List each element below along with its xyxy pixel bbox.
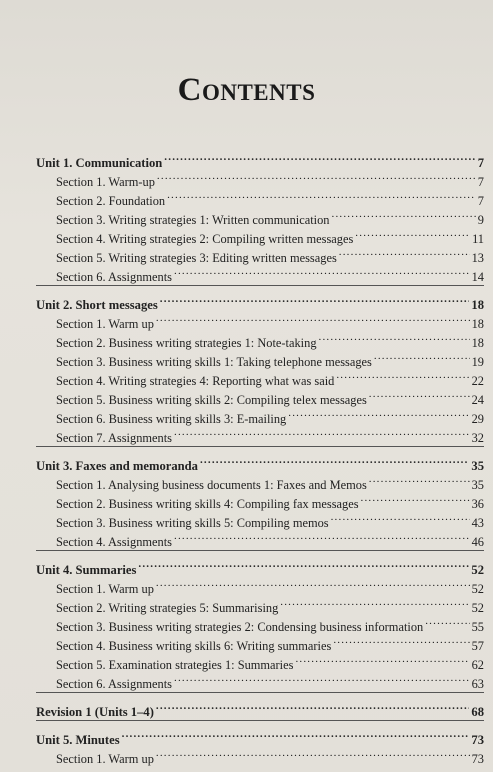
- page-number: 7: [477, 194, 484, 208]
- page-number: 18: [471, 336, 484, 350]
- page-title: Contents: [177, 72, 316, 108]
- section-title: Section 6. Assignments: [56, 270, 172, 284]
- page-number: 73: [471, 752, 484, 766]
- page-number: 52: [471, 582, 484, 596]
- section-title: Section 3. Business writing skills 1: Taking telephone messages: [56, 355, 372, 369]
- section-title: Section 4. Business writing skills 6: Writing summaries: [56, 639, 332, 653]
- section-title: Section 5. Examination strategies 1: Summaries: [56, 658, 294, 672]
- dot-leader: [332, 205, 476, 224]
- section-title: Section 2. Writing strategies 5: Summarising: [56, 601, 279, 615]
- section-title: Section 5. Business writing skills 2: Compiling telex messages: [56, 393, 367, 407]
- page-number: 18: [471, 298, 484, 312]
- page-number: 73: [471, 733, 484, 747]
- section-title: Section 2. Foundation: [56, 194, 166, 208]
- page-number: 29: [471, 412, 484, 426]
- unit-5-block: [36, 725, 484, 767]
- dot-leader: [174, 423, 470, 442]
- section-title: Section 1. Warm up: [56, 317, 154, 331]
- page-number: 68: [471, 705, 484, 719]
- dot-leader: [122, 725, 470, 744]
- dot-leader: [295, 650, 469, 669]
- unit-title: Unit 4. Summaries: [36, 563, 137, 577]
- toc-unit-row[interactable]: [36, 725, 484, 747]
- page-number: 52: [471, 563, 484, 577]
- section-title: Section 2. Business writing skills 4: Compiling fax messages: [56, 497, 359, 511]
- section-title: Section 1. Warm-up: [56, 175, 155, 189]
- dot-leader: [160, 290, 470, 309]
- unit-4-block: [36, 555, 484, 693]
- revision-title: Revision 1 (Units 1–4): [36, 705, 154, 719]
- section-title: Section 4. Assignments: [56, 535, 172, 549]
- dot-leader: [157, 167, 476, 186]
- dot-leader: [174, 669, 470, 688]
- page-number: 13: [471, 251, 484, 265]
- section-title: Section 3. Business writing skills 5: Compiling memos: [56, 516, 329, 530]
- page-number: 7: [477, 175, 484, 189]
- dot-leader: [174, 262, 470, 281]
- page-number: 63: [471, 677, 484, 691]
- dot-leader: [355, 224, 470, 243]
- dot-leader: [156, 309, 470, 328]
- unit-title: Unit 2. Short messages: [36, 298, 158, 312]
- page-number: 62: [471, 658, 484, 672]
- section-title: Section 3. Business writing strategies 2: Condensing business information: [56, 620, 424, 634]
- section-title: Section 1. Warm up: [56, 752, 154, 766]
- toc-unit-row[interactable]: [36, 290, 484, 312]
- unit-2-block: [36, 290, 484, 447]
- dot-leader: [174, 527, 470, 546]
- page-number: 24: [471, 393, 484, 407]
- section-title: Section 1. Warm up: [56, 582, 154, 596]
- page-number: 35: [471, 478, 484, 492]
- toc-unit-row[interactable]: [36, 451, 484, 473]
- page-number: 43: [471, 516, 484, 530]
- page-number: 36: [471, 497, 484, 511]
- dot-leader: [280, 593, 469, 612]
- dot-leader: [164, 148, 475, 167]
- section-title: Section 7. Assignments: [56, 431, 172, 445]
- section-title: Section 4. Writing strategies 4: Reporting what was said: [56, 374, 335, 388]
- dot-leader: [374, 347, 470, 366]
- unit-title: Unit 1. Communication: [36, 156, 163, 170]
- section-title: Section 1. Analysing business documents 1: Faxes and Memos: [56, 478, 367, 492]
- dot-leader: [339, 243, 470, 262]
- dot-leader: [156, 744, 470, 763]
- dot-leader: [156, 574, 470, 593]
- revision-block: [36, 697, 484, 721]
- dot-leader: [167, 186, 476, 205]
- toc-unit-row[interactable]: [36, 555, 484, 577]
- page-number: 52: [471, 601, 484, 615]
- dot-leader: [331, 508, 470, 527]
- section-title: Section 4. Writing strategies 2: Compiling written messages: [56, 232, 354, 246]
- section-title: Section 2. Business writing strategies 1: Note-taking: [56, 336, 317, 350]
- section-title: Section 6. Business writing skills 3: E-mailing: [56, 412, 287, 426]
- dot-leader: [156, 697, 470, 716]
- dot-leader: [369, 470, 470, 489]
- section-title: Section 5. Writing strategies 3: Editing written messages: [56, 251, 337, 265]
- section-title: Section 6. Assignments: [56, 677, 172, 691]
- dot-leader: [361, 489, 470, 508]
- page-number: 14: [471, 270, 484, 284]
- page-number: 11: [472, 232, 484, 246]
- page-number: 7: [477, 156, 484, 170]
- table-of-contents: [36, 148, 484, 771]
- page-number: 19: [471, 355, 484, 369]
- page-number: 32: [471, 431, 484, 445]
- unit-title: Unit 5. Minutes: [36, 733, 120, 747]
- toc-revision-row[interactable]: [36, 697, 484, 719]
- dot-leader: [333, 631, 469, 650]
- page-number: 55: [471, 620, 484, 634]
- page-number: 18: [471, 317, 484, 331]
- dot-leader: [425, 612, 469, 631]
- unit-title: Unit 3. Faxes and memoranda: [36, 459, 198, 473]
- page-number: 57: [471, 639, 484, 653]
- page-number: 35: [471, 459, 484, 473]
- unit-1-block: [36, 148, 484, 286]
- unit-3-block: [36, 451, 484, 551]
- page-number: 9: [477, 213, 484, 227]
- dot-leader: [319, 328, 470, 347]
- dot-leader: [200, 451, 469, 470]
- dot-leader: [288, 404, 469, 423]
- section-title: Section 3. Writing strategies 1: Written communication: [56, 213, 330, 227]
- page-number: 46: [471, 535, 484, 549]
- page-number: 22: [471, 374, 484, 388]
- dot-leader: [138, 555, 469, 574]
- toc-unit-row[interactable]: [36, 148, 484, 170]
- dot-leader: [336, 366, 469, 385]
- dot-leader: [369, 385, 470, 404]
